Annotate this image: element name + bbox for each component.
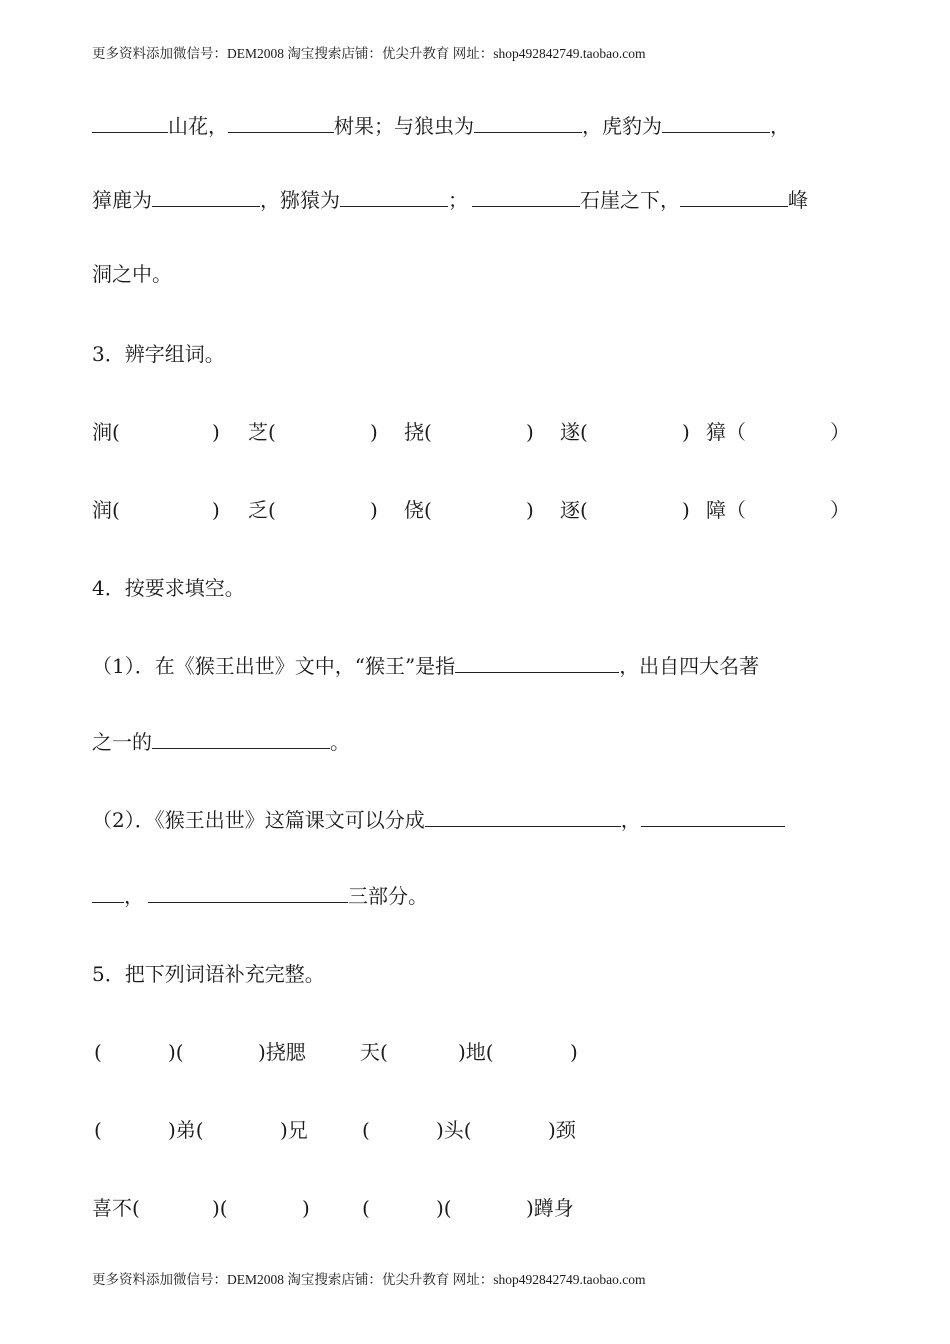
paren: ) <box>370 420 378 444</box>
idiom-part: )兄 <box>280 1118 308 1142</box>
passage-text: ， <box>770 114 790 138</box>
question-4-2-line-1 <box>92 806 785 834</box>
char-item: 挠( <box>404 420 432 444</box>
idiom-row-3 <box>0 1194 950 1222</box>
fill-blank[interactable] <box>641 808 785 827</box>
paren: ) <box>526 498 534 522</box>
question-4-1-line-1 <box>92 652 759 680</box>
passage-text: 獐鹿为 <box>92 188 152 212</box>
idiom-part: )头( <box>436 1118 472 1142</box>
question-text: 之一的 <box>92 730 152 754</box>
idiom-part: ) <box>570 1040 578 1064</box>
passage-text: ； <box>448 188 468 212</box>
question-text: ， <box>124 884 144 908</box>
idiom-part: ) <box>302 1196 310 1220</box>
idiom-part: )( <box>212 1196 228 1220</box>
question-4-2-line-2 <box>92 882 428 910</box>
fill-blank[interactable] <box>474 114 582 133</box>
fill-blank[interactable] <box>148 884 348 903</box>
passage-text: ，猕猿为 <box>260 188 340 212</box>
paren: ) <box>212 498 220 522</box>
char-item: 遂( <box>560 420 588 444</box>
char-item: 芝( <box>248 420 276 444</box>
question-text: ，出自四大名著 <box>619 654 760 678</box>
char-item: 獐（ <box>706 420 746 444</box>
idiom-row-1 <box>0 1038 950 1066</box>
page-footer: 更多资料添加微信号：DEM2008 淘宝搜索店铺：优尖升教育 网址：shop492842749.taobao.com <box>92 1272 646 1287</box>
char-item: 障（ <box>706 498 746 522</box>
question-text: 三部分。 <box>348 884 428 908</box>
question-3-title: 3．辨字组词。 <box>92 342 225 366</box>
fill-blank[interactable] <box>152 188 260 207</box>
paren: ） <box>830 420 850 444</box>
paren: ) <box>682 420 690 444</box>
question-5-title: 5．把下列词语补充完整。 <box>92 962 325 986</box>
fill-blank[interactable] <box>680 188 788 207</box>
passage-text: 石崖之下， <box>580 188 680 212</box>
question-4-1-line-2 <box>92 728 350 756</box>
char-item: 乏( <box>248 498 276 522</box>
passage-line-1 <box>92 112 790 140</box>
char-item: 侥( <box>404 498 432 522</box>
idiom-part: ( <box>362 1196 370 1220</box>
paren: ) <box>370 498 378 522</box>
passage-line-2 <box>92 186 808 214</box>
idiom-part: )蹲身 <box>526 1196 574 1220</box>
passage-text: ，虎豹为 <box>582 114 662 138</box>
passage-line-3: 洞之中。 <box>92 262 172 286</box>
fill-blank[interactable] <box>152 730 330 749</box>
idiom-part: )颈 <box>548 1118 576 1142</box>
char-item: 涧( <box>92 420 120 444</box>
fill-blank[interactable] <box>472 188 580 207</box>
page-header: 更多资料添加微信号：DEM2008 淘宝搜索店铺：优尖升教育 网址：shop492842749.taobao.com <box>92 46 646 61</box>
idiom-part: 喜不( <box>92 1196 140 1220</box>
question-text: （2）．《猴王出世》这篇课文可以分成 <box>92 808 425 832</box>
fill-blank[interactable] <box>340 188 448 207</box>
idiom-part: ( <box>94 1040 102 1064</box>
passage-text: 峰 <box>788 188 808 212</box>
idiom-row-2 <box>0 1116 950 1144</box>
fill-blank[interactable] <box>425 808 621 827</box>
idiom-part: )挠腮 <box>258 1040 306 1064</box>
fill-blank[interactable] <box>662 114 770 133</box>
paren: ) <box>526 420 534 444</box>
char-item: 逐( <box>560 498 588 522</box>
fill-blank[interactable] <box>92 114 168 133</box>
idiom-part: ( <box>362 1118 370 1142</box>
char-row-1 <box>0 418 950 446</box>
idiom-part: )弟( <box>168 1118 204 1142</box>
paren: ) <box>212 420 220 444</box>
paren: ) <box>682 498 690 522</box>
char-item: 润( <box>92 498 120 522</box>
idiom-part: ( <box>94 1118 102 1142</box>
idiom-part: )地( <box>458 1040 494 1064</box>
fill-blank[interactable] <box>228 114 334 133</box>
question-text: 。 <box>330 730 350 754</box>
char-row-2 <box>0 496 950 524</box>
passage-text: 树果；与狼虫为 <box>334 114 474 138</box>
question-text: （1）．在《猴王出世》文中，“猴王”是指 <box>92 654 456 678</box>
fill-blank[interactable] <box>455 654 619 673</box>
passage-text: 山花， <box>168 114 228 138</box>
paren: ） <box>830 498 850 522</box>
question-text: ， <box>620 808 641 832</box>
idiom-part: )( <box>168 1040 184 1064</box>
fill-blank[interactable] <box>92 884 124 903</box>
question-4-title: 4．按要求填空。 <box>92 576 245 600</box>
idiom-part: )( <box>436 1196 452 1220</box>
idiom-part: 天( <box>360 1040 388 1064</box>
